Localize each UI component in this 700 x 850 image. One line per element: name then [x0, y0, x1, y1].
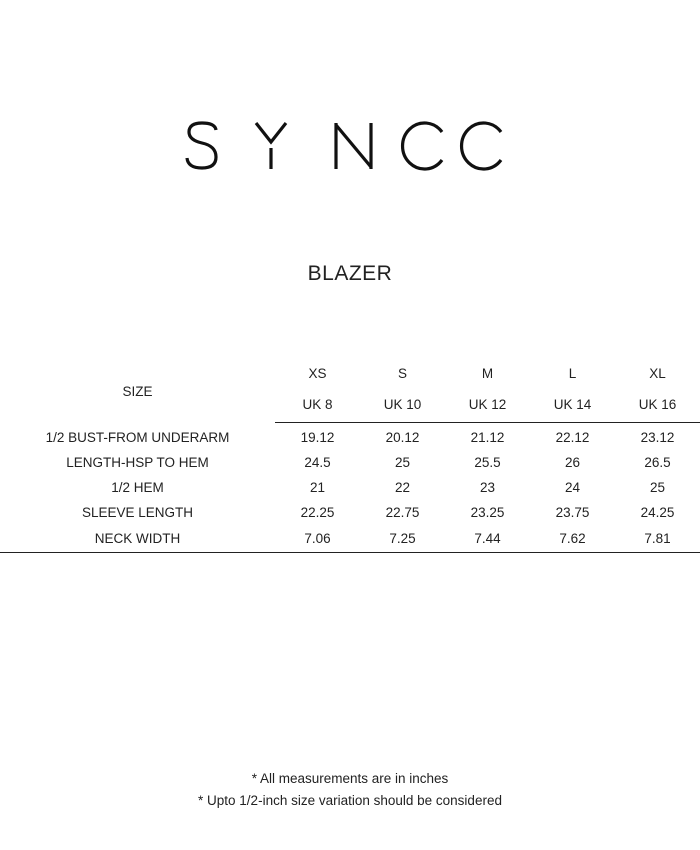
measurement-value: 24 [564, 480, 581, 495]
table-row [0, 475, 700, 500]
measurement-value: 7.25 [360, 525, 445, 553]
measurement-value: 24.25 [640, 505, 675, 520]
uk-size-header: UK 12 [445, 386, 530, 423]
measurement-value: 22.12 [555, 430, 590, 445]
measurement-value: 22.75 [385, 505, 420, 520]
size-code-row [0, 360, 700, 386]
table-row [0, 500, 700, 525]
table-row [0, 525, 700, 553]
measurement-value: 23.25 [470, 505, 505, 520]
uk-size-header: UK 16 [615, 386, 700, 423]
size-code-header: M [481, 365, 494, 381]
syncc-logo-icon [185, 118, 515, 178]
measurement-label: LENGTH-HSP TO HEM [66, 455, 209, 470]
measurement-value: 20.12 [385, 430, 420, 445]
uk-size-header: UK 14 [530, 386, 615, 423]
measurement-value: 25 [394, 455, 411, 470]
measurement-value: 21.12 [470, 430, 505, 445]
measurement-value: 22.25 [300, 505, 335, 520]
uk-size-header: UK 10 [360, 386, 445, 423]
size-chart-table [0, 360, 700, 553]
measurement-value: 7.62 [530, 525, 615, 553]
measurement-value: 26 [564, 455, 581, 470]
measurement-value: 23.75 [555, 505, 590, 520]
measurement-value: 7.06 [275, 525, 360, 553]
measurement-value: 23.12 [640, 430, 675, 445]
measurement-value: 25 [649, 480, 666, 495]
measurement-value: 21 [309, 480, 326, 495]
size-code-header: XL [649, 365, 666, 381]
table-row [0, 423, 700, 451]
uk-size-header: UK 8 [275, 386, 360, 423]
size-code-header: XS [308, 365, 327, 381]
measurement-label: NECK WIDTH [0, 525, 275, 553]
measurement-value: 23 [479, 480, 496, 495]
measurement-value: 7.81 [615, 525, 700, 553]
table-row [0, 450, 700, 475]
measurement-value: 26.5 [644, 455, 671, 470]
footnote-units: * All measurements are in inches [251, 771, 449, 786]
measurement-label: 1/2 HEM [111, 480, 164, 495]
measurement-value: 19.12 [300, 430, 335, 445]
measurement-value: 25.5 [474, 455, 501, 470]
size-code-header: L [568, 365, 577, 381]
size-code-header: S [397, 365, 407, 381]
footnote-variation: * Upto 1/2-inch size variation should be considered [198, 793, 502, 808]
brand-logo [0, 118, 700, 178]
measurement-value: 22 [394, 480, 411, 495]
measurement-value: 7.44 [445, 525, 530, 553]
measurement-label: 1/2 BUST-FROM UNDERARM [45, 429, 230, 445]
measurement-value: 24.5 [304, 455, 331, 470]
product-title: BLAZER [307, 262, 393, 285]
footnotes [0, 768, 700, 812]
size-column-header: SIZE [122, 383, 153, 399]
measurement-label: SLEEVE LENGTH [81, 505, 194, 520]
